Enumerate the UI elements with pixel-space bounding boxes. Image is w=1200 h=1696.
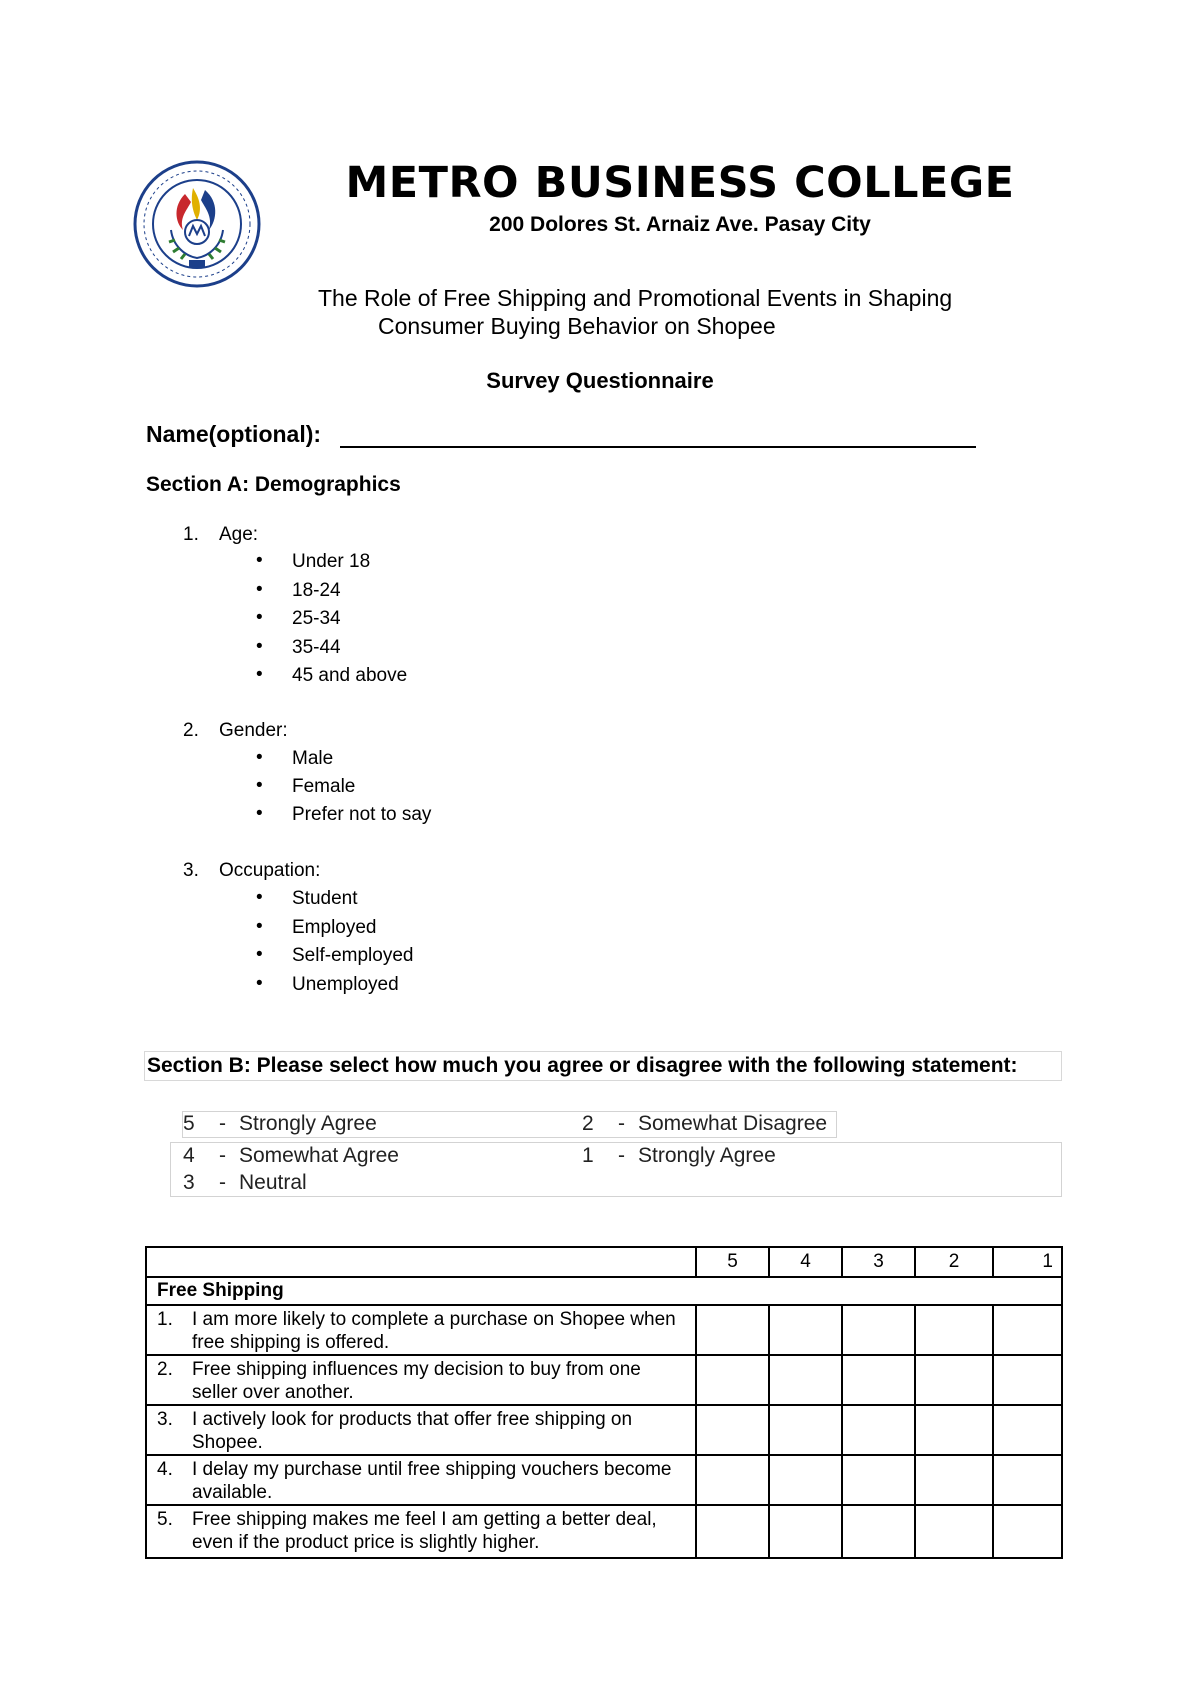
rating-cell-4[interactable]	[769, 1505, 842, 1558]
scale-header-3: 3	[842, 1247, 915, 1277]
rating-cell-4[interactable]	[769, 1355, 842, 1405]
bullet-icon: •	[256, 803, 263, 824]
rating-cell-1[interactable]	[993, 1355, 1062, 1405]
bullet-icon: •	[256, 636, 263, 657]
statement-cell: 2. Free shipping influences my decision to buy from one seller over another.	[146, 1355, 696, 1405]
rating-cell-1[interactable]	[993, 1505, 1062, 1558]
table-row	[146, 1455, 1062, 1505]
rating-cell-5[interactable]	[696, 1455, 769, 1505]
rating-cell-5[interactable]	[696, 1305, 769, 1355]
bullet-icon: •	[256, 887, 263, 908]
rating-cell-4[interactable]	[769, 1455, 842, 1505]
question-number: 1.	[183, 524, 199, 545]
rating-cell-2[interactable]	[915, 1455, 993, 1505]
question-label: Age:	[219, 524, 259, 545]
scale-header-1: 1	[993, 1247, 1062, 1277]
category-free-shipping: Free Shipping	[146, 1277, 1062, 1305]
rating-cell-5[interactable]	[696, 1405, 769, 1455]
statement-text: Free shipping influences my decision to buy from one seller over another.	[192, 1359, 641, 1403]
scale-header-4: 4	[769, 1247, 842, 1277]
bullet-icon: •	[256, 916, 263, 937]
metro-business-college-seal-icon	[133, 160, 261, 288]
rating-cell-3[interactable]	[842, 1305, 915, 1355]
table-row	[146, 1505, 1062, 1558]
bullet-icon: •	[256, 944, 263, 965]
rating-cell-4[interactable]	[769, 1305, 842, 1355]
question-number: 3.	[183, 860, 199, 881]
rating-cell-5[interactable]	[696, 1355, 769, 1405]
document-type-heading: Survey Questionnaire	[486, 368, 714, 393]
table-category-row	[146, 1277, 1062, 1305]
bullet-icon: •	[256, 747, 263, 768]
statement-text: I am more likely to complete a purchase on Shopee when free shipping is offered.	[192, 1309, 676, 1353]
header-blank-cell	[146, 1247, 696, 1277]
statement-cell: 3. I actively look for products that offer free shipping on Shopee.	[146, 1405, 696, 1455]
question-number: 2.	[183, 720, 199, 741]
rating-cell-1[interactable]	[993, 1305, 1062, 1355]
statement-cell: 1. I am more likely to complete a purchase on Shopee when free shipping is offered.	[146, 1305, 696, 1355]
rating-cell-1[interactable]	[993, 1405, 1062, 1455]
bullet-icon: •	[256, 607, 263, 628]
rating-cell-2[interactable]	[915, 1355, 993, 1405]
question-label: Gender:	[219, 720, 288, 741]
rating-cell-1[interactable]	[993, 1455, 1062, 1505]
statement-cell: 4. I delay my purchase until free shipping vouchers become available.	[146, 1455, 696, 1505]
college-name: METRO BUSINESS COLLEGE	[345, 158, 1015, 208]
rating-cell-3[interactable]	[842, 1455, 915, 1505]
bullet-icon: •	[256, 664, 263, 685]
bullet-icon: •	[256, 550, 263, 571]
question-label: Occupation:	[219, 860, 321, 881]
college-address: 200 Dolores St. Arnaiz Ave. Pasay City	[489, 213, 871, 236]
rating-cell-3[interactable]	[842, 1505, 915, 1558]
table-row	[146, 1405, 1062, 1455]
section-a-title: Section A: Demographics	[146, 473, 401, 496]
research-title	[300, 284, 1060, 340]
table-header-row	[146, 1247, 1062, 1277]
statement-text: Free shipping makes me feel I am getting a better deal, even if the product price is slightly higher.	[192, 1509, 657, 1553]
section-b-title: Section B: Please select how much you agree or disagree with the following statement:	[144, 1051, 1062, 1081]
scale-header-5: 5	[696, 1247, 769, 1277]
rating-cell-2[interactable]	[915, 1305, 993, 1355]
scale-header-2: 2	[915, 1247, 993, 1277]
statement-cell: 5. Free shipping makes me feel I am getting a better deal, even if the product price is slightly higher.	[146, 1505, 696, 1558]
bullet-icon: •	[256, 775, 263, 796]
rating-cell-5[interactable]	[696, 1505, 769, 1558]
bullet-icon: •	[256, 579, 263, 600]
statement-text: I actively look for products that offer free shipping on Shopee.	[192, 1409, 633, 1453]
rating-cell-3[interactable]	[842, 1405, 915, 1455]
rating-cell-2[interactable]	[915, 1405, 993, 1455]
name-field-line[interactable]	[340, 446, 976, 448]
research-title-line-1: The Role of Free Shipping and Promotional Events in Shaping	[318, 285, 953, 311]
table-row	[146, 1305, 1062, 1355]
college-seal-logo	[133, 160, 261, 288]
name-field-label: Name(optional):	[146, 421, 322, 447]
statement-text: I delay my purchase until free shipping vouchers become available.	[192, 1459, 672, 1503]
likert-scale-table	[145, 1246, 1063, 1559]
rating-cell-4[interactable]	[769, 1405, 842, 1455]
rating-cell-3[interactable]	[842, 1355, 915, 1405]
rating-cell-2[interactable]	[915, 1505, 993, 1558]
research-title-line-2: Consumer Buying Behavior on Shopee	[378, 313, 776, 339]
table-row	[146, 1355, 1062, 1405]
bullet-icon: •	[256, 973, 263, 994]
